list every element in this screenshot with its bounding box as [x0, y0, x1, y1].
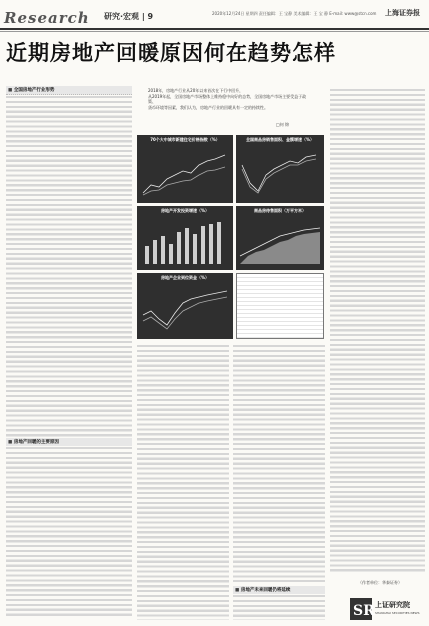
newspaper-brand: 上海证券报 [385, 8, 420, 17]
lead-line: 从2019年起，全国房地产市场整体上维持稳中向好的态势，全国房地产市场主要受益于政策、 [148, 94, 307, 104]
issue-meta: 2020年12月24日 星期四 责任编辑：王 宝静 美术编辑：王 宝 静 E-mail: www@stcn.com [212, 11, 377, 16]
chart-title: 房地产企业到位资金（%） [160, 275, 209, 280]
research-institute-logo [350, 596, 424, 622]
chart-panel [137, 206, 233, 270]
chart-title: 70个大中城市新建住宅价格指数（%） [150, 137, 220, 142]
lead-line: 货币环境等因素，我们认为，房地产行业的回暖具有一定的持续性。 [148, 105, 268, 110]
section-heading: ■ 房地产未来回暖仍将延续 [233, 586, 325, 594]
line-chart [236, 135, 324, 203]
article-lead [148, 88, 310, 111]
author-note: （作者单位：华泰证券） [358, 580, 402, 585]
article-column-1 [6, 94, 132, 437]
section-heading: ■ 全国房地产行业形势 [6, 86, 132, 94]
chart-panel [137, 135, 233, 203]
chart-title: 房地产开发投资增速（%） [160, 208, 209, 213]
masthead-rule-thin [0, 31, 429, 32]
chart-title: 全国商品房销售面积、金额增速（%） [245, 137, 314, 142]
line-chart [137, 135, 233, 203]
lead-line: 2018年，房地产行业从20年以来首次在下行中回升， [148, 88, 244, 93]
chart-panel [236, 135, 324, 203]
section-label: 研究·宏观 | 9 [104, 12, 154, 21]
masthead-rule [0, 28, 429, 30]
bar-chart [137, 206, 233, 270]
article-column-2 [137, 344, 229, 620]
line-chart [137, 273, 233, 339]
article-column-3 [233, 344, 325, 582]
article-column-3b [233, 594, 325, 620]
section-logo: Research [4, 9, 90, 27]
chart-title: 商品房待售面积（万平方米） [254, 208, 306, 213]
data-table [236, 273, 324, 339]
chart-panel [137, 273, 233, 339]
page-title: 近期房地产回暖原因何在趋势怎样 [6, 40, 336, 65]
svg-text:SR: SR [353, 603, 375, 619]
logo-sub: SHANGHAI SECURITIES NEWS [375, 611, 420, 615]
article-column-4 [330, 88, 425, 574]
byline: □何 锦 [276, 122, 290, 127]
logo-label: 上证研究院 [375, 601, 410, 609]
article-column-1b [6, 446, 132, 618]
area-chart [236, 206, 324, 270]
chart-panel [236, 206, 324, 270]
section-heading: ■ 房地产回暖的主要原因 [6, 438, 132, 446]
